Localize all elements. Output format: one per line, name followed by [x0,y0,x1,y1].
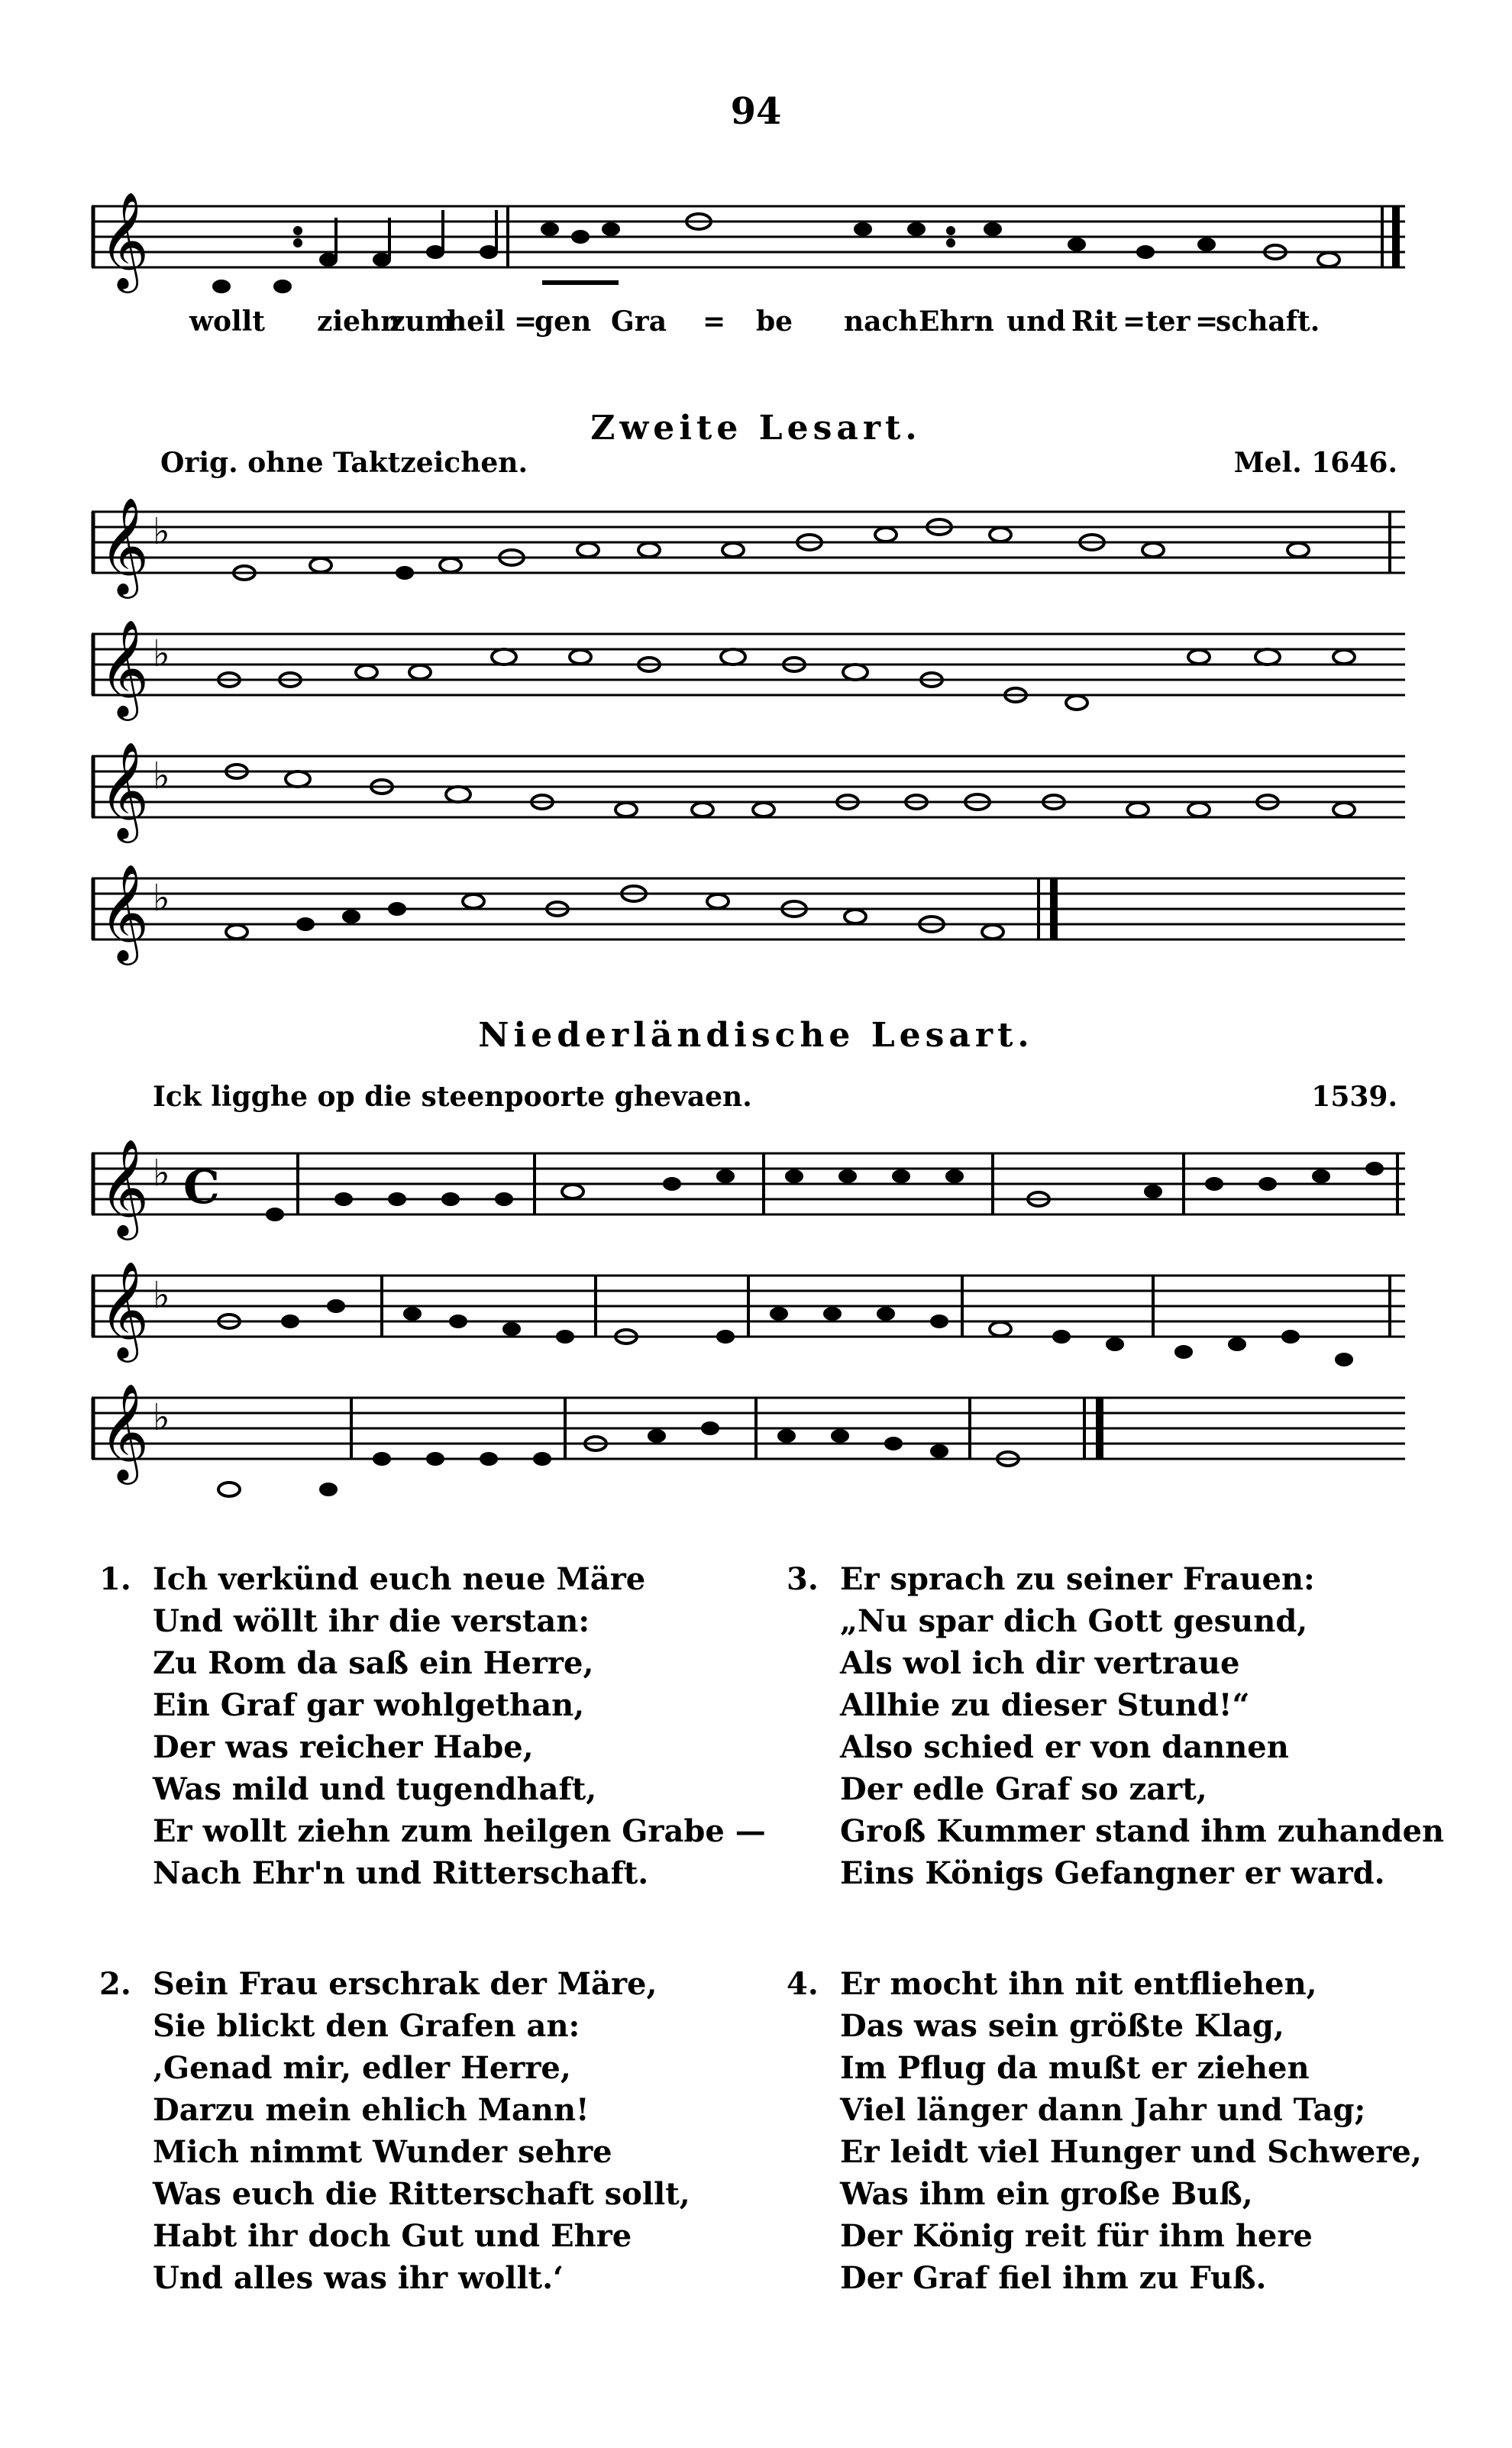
verse-line: Was euch die Ritterschaft sollt, [153,2176,690,2212]
svg-text:𝄞: 𝄞 [99,1260,150,1358]
svg-text:♭: ♭ [153,510,170,553]
verse-line: Eins Königs Gefangner er ward. [840,1855,1385,1891]
lyric-syllable: Rit [1071,306,1118,338]
lyric-syllable: und [1006,306,1066,338]
incipit-text: Ick ligghe op die steenpoorte ghevaen. [153,1081,752,1113]
verse-2 [99,1963,690,2299]
lyric-syllable: = [1195,306,1219,338]
verse-line: Im Pflug da mußt er ziehen [840,2050,1310,2086]
verse-line: Und wöllt ihr die verstan: [153,1603,590,1639]
svg-text:♭: ♭ [153,755,170,797]
svg-text:♭: ♭ [153,1152,170,1195]
verse-line: Mich nimmt Wunder sehre [153,2134,612,2170]
verse-line: Was mild und tugendhaft, [153,1771,597,1807]
staff-zweite-1 [92,489,1420,603]
verse-line: Er sprach zu seiner Frauen: [840,1561,1315,1597]
year-reference: 1539. [1311,1081,1397,1113]
verse-line: Ein Graf gar wohlgethan, [153,1687,585,1723]
lyric-syllable: nach [844,306,919,338]
lyrics-first-staff [0,306,1512,351]
verse-line: Er wollt ziehn zum heilgen Grabe — [153,1813,766,1849]
verse-line: Nach Ehr'n und Ritterschaft. [153,1855,649,1891]
verse-line: Das was sein größte Klag, [840,2008,1284,2044]
svg-text:𝄞: 𝄞 [99,1138,150,1236]
verse-line: Also schied er von dannen [840,1729,1289,1765]
verse-line: „Nu spar dich Gott gesund, [840,1603,1308,1639]
verse-line: Der edle Graf so zart, [840,1771,1207,1807]
verse-line: Darzu mein ehlich Mann! [153,2092,590,2128]
verse-line: Was ihm ein große Buß, [840,2176,1253,2212]
verse-line: Zu Rom da saß ein Herre, [153,1645,594,1681]
lyric-syllable: heil [447,306,506,338]
verse-line: Der König reit für ihm here [840,2218,1313,2254]
staff-zweite-2 [92,611,1420,726]
lyric-syllable: = [1123,306,1146,338]
verse-line: Der was reicher Habe, [153,1729,534,1765]
lyric-syllable: zum [389,306,454,338]
svg-text:♭: ♭ [153,632,170,675]
verse-line: Groß Kummer stand ihm zuhanden [840,1813,1445,1849]
verse-line: Allhie zu dieser Stund!“ [840,1687,1250,1723]
staff-zweite-4 [92,855,1420,978]
staff-nieder-3 [92,1375,1420,1505]
svg-text:𝄞: 𝄞 [99,741,150,839]
svg-text:C: C [183,1161,220,1214]
svg-text:𝄞: 𝄞 [99,191,150,289]
lyric-syllable: = [703,306,726,338]
lyric-syllable: gen [535,306,592,338]
svg-text:𝄞: 𝄞 [99,619,150,716]
lyric-syllable: Ehrn [919,306,994,338]
page-number: 94 [730,90,782,133]
lyric-syllable: be [756,306,793,338]
section-title-zweite-lesart: Zweite Lesart. [590,409,922,448]
verse-3 [787,1558,1445,1894]
verse-line: ‚Genad mir, edler Herre, [153,2050,571,2086]
lyric-syllable: wollt [189,306,265,338]
lyric-syllable: = [514,306,538,338]
verse-line: Als wol ich dir vertraue [840,1645,1240,1681]
verse-number: 4. [787,1966,819,2002]
verse-number: 2. [99,1966,131,2002]
note-orig-ohne-taktzeichen: Orig. ohne Taktzeichen. [160,447,528,479]
section-title-niederlaendische-lesart: Niederländische Lesart. [478,1016,1034,1055]
svg-text:𝄞: 𝄞 [99,1382,150,1480]
lyric-syllable: ter [1145,306,1191,338]
lyric-syllable: ziehn [317,306,401,338]
melody-reference: Mel. 1646. [1233,447,1397,479]
verse-line: Der Graf fiel ihm zu Fuß. [840,2260,1267,2296]
verse-line: Viel länger dann Jahr und Tag; [840,2092,1366,2128]
verse-line: Er leidt viel Hunger und Schwere, [840,2134,1422,2170]
svg-text:𝄞: 𝄞 [99,863,150,961]
staff-nieder-2 [92,1253,1420,1367]
lyric-syllable: Gra [611,306,667,338]
staff-zweite-3 [92,733,1420,848]
svg-text:♭: ♭ [153,1274,170,1317]
verse-line: Sie blickt den Grafen an: [153,2008,580,2044]
verse-line: Er mocht ihn nit entfliehen, [840,1966,1317,2002]
verse-number: 1. [99,1561,131,1597]
lyric-syllable: schaft. [1216,306,1320,338]
verse-4 [787,1963,1422,2299]
svg-text:𝄞: 𝄞 [99,496,150,594]
svg-text:♭: ♭ [153,877,170,920]
verse-line: Und alles was ihr wollt.‘ [153,2260,564,2296]
staff-nieder-1 [92,1130,1420,1245]
staff-end-first-melody [92,183,1420,321]
verse-number: 3. [787,1561,819,1597]
svg-text:♭: ♭ [153,1396,170,1439]
verse-line: Ich verkünd euch neue Märe [153,1561,646,1597]
verse-line: Habt ihr doch Gut und Ehre [153,2218,632,2254]
verse-1 [99,1558,766,1894]
verse-line: Sein Frau erschrak der Märe, [153,1966,657,2002]
